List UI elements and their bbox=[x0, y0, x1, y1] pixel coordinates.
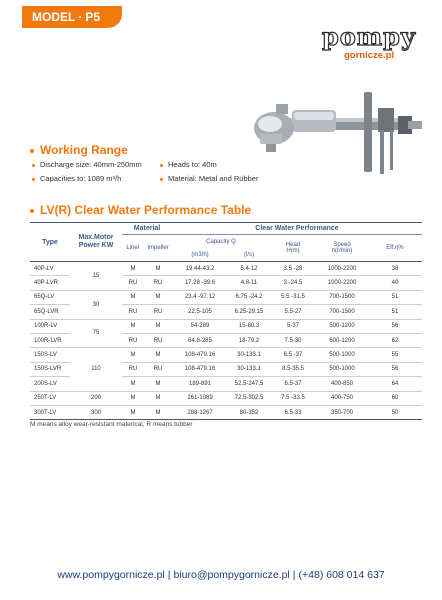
cell-speed: 1000-2200 bbox=[327, 280, 357, 287]
cell-type: 100R-LVR bbox=[34, 337, 62, 344]
cell-type: 100R-LV bbox=[34, 323, 58, 330]
cell-speed: 400-750 bbox=[330, 395, 354, 402]
performance-table bbox=[30, 222, 422, 420]
cell-ls: 52.5-247.5 bbox=[234, 380, 264, 387]
cell-head: 3 -24.5 bbox=[283, 280, 303, 287]
cell-impeller: RU bbox=[153, 280, 163, 287]
cell-m3h: 261-1089 bbox=[187, 395, 213, 402]
header-ls: (l/s) bbox=[244, 251, 254, 258]
cell-impeller: RU bbox=[153, 337, 163, 344]
header-impeller: Impeller bbox=[147, 245, 169, 251]
cell-impeller: RU bbox=[153, 308, 163, 315]
cell-liner: M bbox=[130, 380, 136, 387]
cell-head: 8.5-35.5 bbox=[281, 366, 305, 373]
cell-head: 7.5-30 bbox=[284, 337, 302, 344]
footer-email-link[interactable]: biuro@pompygornicze.pl bbox=[173, 569, 290, 581]
cell-power: 300 bbox=[90, 409, 101, 416]
cell-ls: 4.8-11 bbox=[240, 280, 258, 287]
header-m3h: (m3/h) bbox=[191, 251, 209, 258]
cell-speed: 350-700 bbox=[330, 409, 354, 416]
spec-capacity-text: Capacities to: 1089 m³/h bbox=[40, 174, 122, 183]
cell-speed: 500-1000 bbox=[329, 366, 355, 373]
cell-head: 3.5 -28 bbox=[283, 265, 303, 272]
cell-eff: 55 bbox=[391, 352, 399, 359]
table-title bbox=[30, 203, 251, 217]
cell-eff: 56 bbox=[391, 323, 399, 330]
cell-type: 65Q-LV bbox=[34, 294, 55, 301]
cell-m3h: 23.4 -97.12 bbox=[184, 294, 216, 301]
cell-liner: M bbox=[130, 265, 136, 272]
cell-speed: 400-850 bbox=[330, 380, 354, 387]
cell-type: 250T-LV bbox=[34, 395, 57, 402]
table-row bbox=[30, 391, 422, 405]
cell-m3h: 19.44-43.2 bbox=[185, 265, 215, 272]
cell-type: 150S-LV bbox=[34, 352, 57, 359]
footer-phone: (+48) 608 014 637 bbox=[298, 569, 385, 581]
header-speed bbox=[316, 235, 368, 262]
cell-ls: 15-80.3 bbox=[238, 323, 260, 330]
cell-type: 65Q-LVR bbox=[34, 308, 59, 315]
cell-m3h: 189-891 bbox=[188, 380, 212, 387]
header-clear-water: Clear Water Performance bbox=[172, 223, 422, 235]
cell-ls: 30-133.1 bbox=[237, 352, 261, 359]
cell-eff: 56 bbox=[391, 366, 399, 373]
cell-eff: 64 bbox=[391, 380, 399, 387]
table-row bbox=[30, 348, 422, 362]
cell-ls: 5.4-12 bbox=[240, 265, 258, 272]
cell-ls: 6.25-29.15 bbox=[234, 308, 264, 315]
cell-ls: 80-352 bbox=[239, 409, 259, 416]
model-separator: · bbox=[78, 10, 83, 24]
cell-impeller: M bbox=[155, 395, 161, 402]
cell-liner: M bbox=[130, 409, 136, 416]
cell-impeller: M bbox=[155, 294, 161, 301]
cell-m3h: 288-1267 bbox=[187, 409, 213, 416]
cell-liner: RU bbox=[128, 366, 138, 373]
header-type: Type bbox=[30, 223, 70, 262]
bullet-icon bbox=[30, 149, 34, 153]
working-range-title-text: Working Range bbox=[40, 143, 128, 157]
cell-power: 200 bbox=[90, 395, 101, 402]
bullet-icon bbox=[30, 209, 34, 213]
cell-ls: 30-133.1 bbox=[237, 366, 261, 373]
cell-type: 40P-LVR bbox=[34, 280, 58, 287]
cell-impeller: M bbox=[155, 409, 161, 416]
bullet-icon bbox=[32, 164, 35, 167]
header-power bbox=[70, 223, 122, 262]
cell-liner: RU bbox=[128, 308, 138, 315]
cell-eff: 62 bbox=[391, 337, 399, 344]
footer-contact bbox=[0, 569, 442, 581]
header-head-line2: H(m) bbox=[286, 248, 300, 254]
table-row bbox=[30, 405, 422, 419]
cell-eff: 51 bbox=[391, 308, 399, 315]
cell-type: 40P-LV bbox=[34, 265, 54, 272]
spec-head-text: Heads to: 40m bbox=[168, 160, 217, 169]
cell-liner: RU bbox=[128, 337, 138, 344]
cell-m3h: 108-479.16 bbox=[184, 352, 216, 359]
logo-subtitle: gornicze.pl bbox=[344, 50, 395, 61]
cell-power: 75 bbox=[92, 330, 100, 337]
table-row bbox=[30, 290, 422, 304]
cell-impeller: RU bbox=[153, 366, 163, 373]
cell-eff: 60 bbox=[391, 395, 399, 402]
cell-impeller: M bbox=[155, 380, 161, 387]
cell-head: 6.5-33 bbox=[284, 409, 302, 416]
table-title-text: LV(R) Clear Water Performance Table bbox=[40, 203, 252, 217]
header-power-line2: Power KW bbox=[78, 242, 114, 249]
cell-liner: M bbox=[130, 323, 136, 330]
header-head-line1: Head bbox=[285, 242, 301, 248]
cell-speed: 500-1200 bbox=[329, 323, 355, 330]
spec-discharge-text: Discharge size: 40mm-250mm bbox=[40, 160, 142, 169]
cell-head: 6.5 -37 bbox=[283, 352, 303, 359]
cell-type: 150S-LVR bbox=[34, 366, 62, 373]
bullet-icon bbox=[160, 164, 163, 167]
header-material: Material bbox=[122, 223, 172, 235]
header-liner: Liner bbox=[126, 245, 140, 251]
cell-impeller: M bbox=[155, 323, 161, 330]
spec-head bbox=[160, 160, 217, 169]
cell-eff: 38 bbox=[391, 265, 399, 272]
cell-type: 200S-LV bbox=[34, 380, 57, 387]
cell-liner: RU bbox=[128, 280, 138, 287]
cell-head: 7.5 -33.5 bbox=[281, 395, 305, 402]
table-row bbox=[30, 319, 422, 333]
header-capacity: Capacity Q bbox=[206, 238, 236, 245]
spec-material bbox=[160, 174, 258, 183]
cell-head: 6.5-37 bbox=[284, 380, 302, 387]
cell-power: 110 bbox=[91, 366, 101, 373]
footer-separator: | bbox=[292, 569, 296, 581]
table-row bbox=[30, 262, 422, 276]
cell-speed: 700-1500 bbox=[329, 308, 355, 315]
cell-eff: 40 bbox=[391, 280, 399, 287]
working-range-title bbox=[30, 143, 128, 157]
header-power-line1: Max.Motor bbox=[78, 234, 114, 241]
cell-speed: 1000-2200 bbox=[327, 265, 357, 272]
cell-m3h: 54-289 bbox=[190, 323, 210, 330]
cell-ls: 72.5-302.5 bbox=[234, 395, 264, 402]
cell-speed: 700-1500 bbox=[329, 294, 355, 301]
footer-website-link[interactable]: www.pompygornicze.pl bbox=[57, 569, 165, 581]
table-note: M means alloy wear-resistant materical, R means tubber bbox=[30, 421, 193, 428]
cell-impeller: M bbox=[155, 265, 161, 272]
cell-m3h: 108-479.16 bbox=[184, 366, 216, 373]
logo-word: pompy bbox=[322, 22, 416, 51]
cell-impeller: M bbox=[155, 352, 161, 359]
company-logo bbox=[322, 22, 426, 70]
cell-m3h: 17.28 -39.6 bbox=[184, 280, 216, 287]
cell-liner: M bbox=[130, 352, 136, 359]
pump-image bbox=[232, 88, 424, 176]
cell-eff: 50 bbox=[391, 409, 399, 416]
header-speed-line2: n(r/min) bbox=[331, 248, 353, 254]
model-label: MODEL bbox=[32, 10, 76, 24]
cell-speed: 600-1200 bbox=[329, 337, 355, 344]
spec-discharge bbox=[32, 160, 142, 169]
cell-power: 15 bbox=[92, 272, 100, 279]
cell-m3h: 64.8-285 bbox=[188, 337, 212, 344]
model-badge bbox=[22, 6, 122, 28]
cell-liner: M bbox=[130, 294, 136, 301]
bullet-icon bbox=[32, 178, 35, 181]
cell-power: 30 bbox=[92, 301, 100, 308]
model-code: P5 bbox=[85, 10, 101, 24]
cell-ls: 18-79.2 bbox=[238, 337, 260, 344]
cell-head: 5.5-27 bbox=[284, 308, 302, 315]
cell-m3h: 22.5-105 bbox=[188, 308, 212, 315]
spec-capacity bbox=[32, 174, 121, 183]
cell-head: 5-37 bbox=[286, 323, 299, 330]
header-eff: Eff.η% bbox=[386, 245, 404, 251]
cell-type: 300T-LV bbox=[34, 409, 57, 416]
cell-head: 5.5 -31.5 bbox=[281, 294, 305, 301]
cell-speed: 500-1000 bbox=[329, 352, 355, 359]
bullet-icon bbox=[160, 178, 163, 181]
spec-material-text: Material: Metal and Rubber bbox=[168, 174, 259, 183]
cell-liner: M bbox=[130, 395, 136, 402]
header-speed-line1: Speed bbox=[333, 242, 351, 248]
footer-separator: | bbox=[167, 569, 171, 581]
header-head bbox=[270, 235, 316, 262]
cell-ls: 6.75 -24.2 bbox=[235, 294, 263, 301]
cell-eff: 51 bbox=[391, 294, 399, 301]
